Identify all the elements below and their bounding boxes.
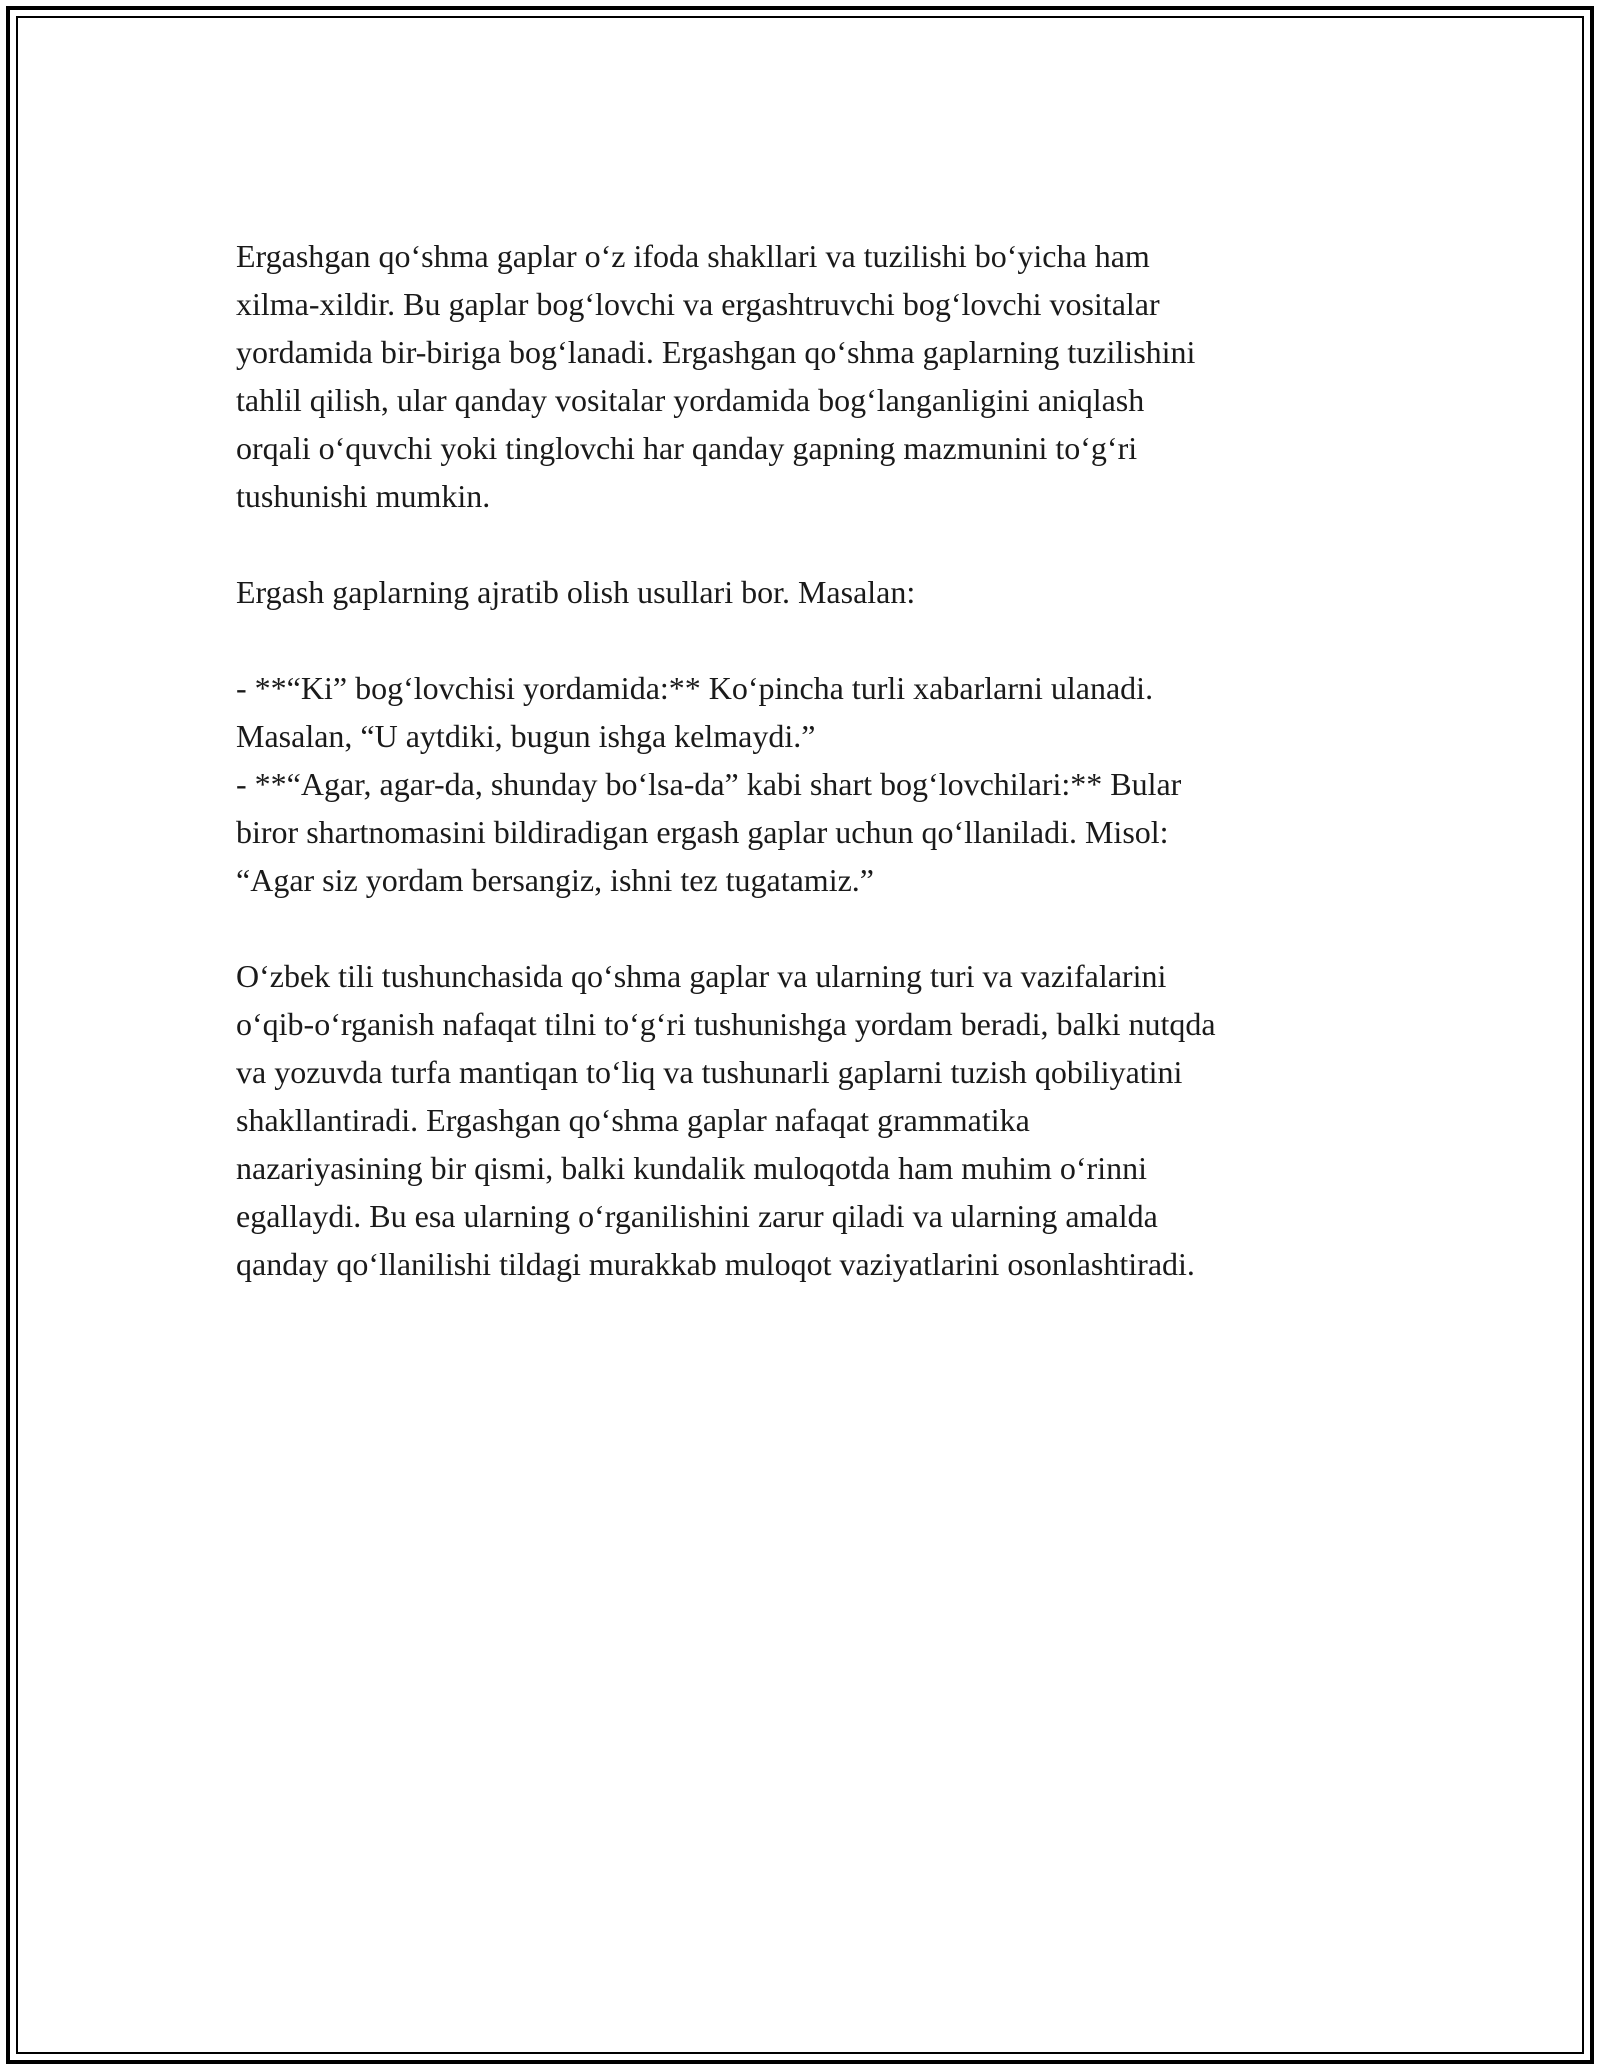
paragraph-conclusion: O‘zbek tili tushunchasida qo‘shma gaplar va ularning turi va vazifalarini o‘qib-o‘rganish nafaqat tilni to‘g‘ri tushunishga yordam beradi, balki nutqda va yozuvda turfa mantiqan to‘liq va tushunarli gaplarni tuzish qobiliyatini shakllantiradi. Ergashgan qo‘shma gaplar nafaqat grammatika nazariyasining bir qismi, balki kundalik muloqotda ham muhim o‘rinni egallaydi. Bu esa ularning o‘rganilishini zarur qiladi va ularning amalda qanday qo‘llanilishi tildagi murakkab muloqot vaziyatlarini osonlashtiradi. bbox=[236, 958, 1216, 1282]
conjunction-list bbox=[236, 664, 1376, 904]
list-item: - **“Ki” bog‘lovchisi yordamida:** Ko‘pincha turli xabarlarni ulanadi. Masalan, “U aytdiki, bugun ishga kelmaydi.” bbox=[236, 670, 1154, 754]
list-item: - **“Agar, agar-da, shunday bo‘lsa-da” kabi shart bog‘lovchilari:** Bular biror shartnomasini bildiradigan ergash gaplar uchun qo‘llaniladi. Misol: “Agar siz yordam bersangiz, ishni tez tugatamiz.” bbox=[236, 766, 1182, 898]
document-body bbox=[236, 232, 1376, 1336]
paragraph-methods: Ergash gaplarning ajratib olish usullari bor. Masalan: bbox=[236, 574, 916, 610]
paragraph-intro: Ergashgan qo‘shma gaplar o‘z ifoda shakllari va tuzilishi bo‘yicha ham xilma-xildir. Bu gaplar bog‘lovchi va ergashtruvchi bog‘lovchi vositalar yordamida bir-biriga bog‘lanadi. Ergashgan qo‘shma gaplarning tuzilishini tahlil qilish, ular qanday vositalar yordamida bog‘langanligini aniqlash orqali o‘quvchi yoki tinglovchi har qanday gapning mazmunini to‘g‘ri tushunishi mumkin. bbox=[236, 238, 1196, 514]
